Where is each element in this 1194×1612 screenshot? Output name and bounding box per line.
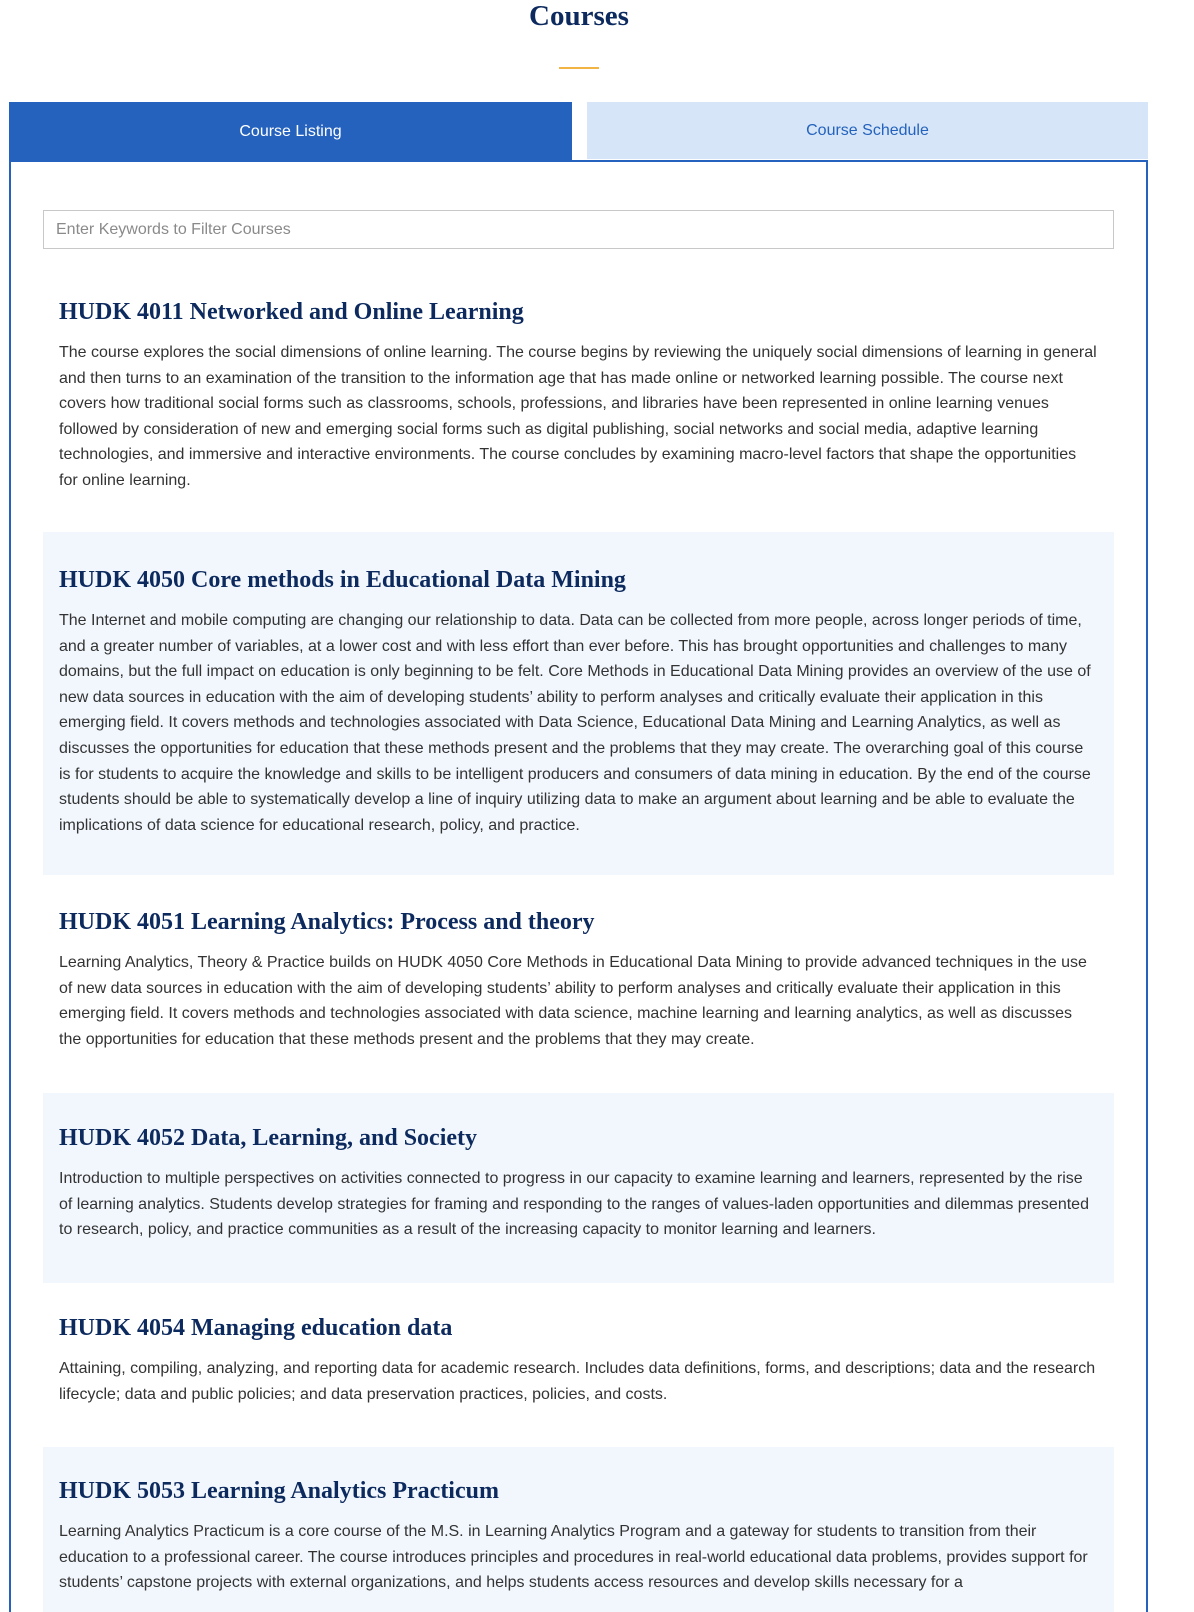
- course-title: HUDK 4050 Core methods in Educational Data Mining: [59, 567, 626, 593]
- tab-course-listing[interactable]: Course Listing: [9, 102, 572, 161]
- course-description: Attaining, compiling, analyzing, and reporting data for academic research. Includes data definitions, forms, and descriptions; data and the research lifecycle; data and public policies; and data preservation practices, policies, and costs.: [59, 1360, 1096, 1403]
- course-description: The Internet and mobile computing are changing our relationship to data. Data can be collected from more people, across longer periods of time, and a greater number of variables, at a lower cost and with less effort than ever before. This has brought opportunities and challenges to many domains, but the full impact on education is only beginning to be felt. Core Methods in Educational Data Mining provides an overview of the use of new data sources in education with the aim of developing students’ ability to perform analyses and critically evaluate their application in this emerging field. It covers methods and technologies associated with Data Science, Educational Data Mining and Learning Analytics, as well as discusses the opportunities for education that these methods present and the problems that they may create. The overarching goal of this course is for students to acquire the knowledge and skills to be intelligent producers and consumers of data mining in education. By the end of the course students should be able to systematically develop a line of inquiry utilizing data to make an argument about learning and be able to evaluate the implications of data science for educational research, policy, and practice.: [59, 612, 1091, 834]
- course-item: [43, 532, 1114, 875]
- course-description: Learning Analytics Practicum is a core course of the M.S. in Learning Analytics Program and a gateway for students to transition from their education to a professional career. The course introduces principles and procedures in real-world educational data problems, provides support for students’ capstone projects with external organizations, and helps students access resources and develop skills necessary for a: [59, 1523, 1088, 1592]
- course-item: [43, 297, 1114, 493]
- course-item: [43, 907, 1114, 1087]
- course-title: HUDK 4054 Managing education data: [59, 1315, 453, 1341]
- course-title: HUDK 4052 Data, Learning, and Society: [59, 1125, 478, 1151]
- course-item: [43, 1093, 1114, 1283]
- course-item: [43, 1313, 1114, 1433]
- course-listing-panel: [9, 160, 1148, 1612]
- course-description: Learning Analytics, Theory & Practice builds on HUDK 4050 Core Methods in Educational Data Mining to provide advanced techniques in the use of new data sources in education with the aim of developing students’ ability to perform analyses and critically evaluate their application in this emerging field. It covers methods and technologies associated with data science, machine learning and learning analytics, as well as discusses the opportunities for education that these methods present and the problems that they may create.: [59, 954, 1087, 1048]
- course-title: HUDK 4011 Networked and Online Learning: [59, 299, 524, 325]
- filter-courses-input[interactable]: [43, 210, 1114, 249]
- course-description: The course explores the social dimensions of online learning. The course begins by reviewing the uniquely social dimensions of learning in general and then turns to an examination of the transition to the information age that has made online or networked learning possible. The course next covers how traditional social forms such as classrooms, schools, professions, and libraries have been represented in online learning venues followed by consideration of new and emerging social forms such as digital publishing, social networks and social media, adaptive learning technologies, and immersive and interactive environments. The course concludes by examining macro-level factors that shape the opportunities for online learning.: [59, 344, 1097, 489]
- course-title: HUDK 4051 Learning Analytics: Process and theory: [59, 909, 595, 935]
- course-description: Introduction to multiple perspectives on activities connected to progress in our capacity to examine learning and learners, represented by the rise of learning analytics. Students develop strategies for framing and responding to the ranges of values-laden opportunities and dilemmas presented to research, policy, and practice communities as a result of the increasing capacity to monitor learning and learners.: [59, 1170, 1089, 1239]
- course-tabs: [9, 102, 1148, 161]
- course-item: [43, 1447, 1114, 1612]
- title-divider: [559, 67, 599, 69]
- course-title: HUDK 5053 Learning Analytics Practicum: [59, 1478, 499, 1504]
- tab-course-schedule[interactable]: Course Schedule: [587, 102, 1148, 159]
- page-title: Courses: [529, 0, 629, 32]
